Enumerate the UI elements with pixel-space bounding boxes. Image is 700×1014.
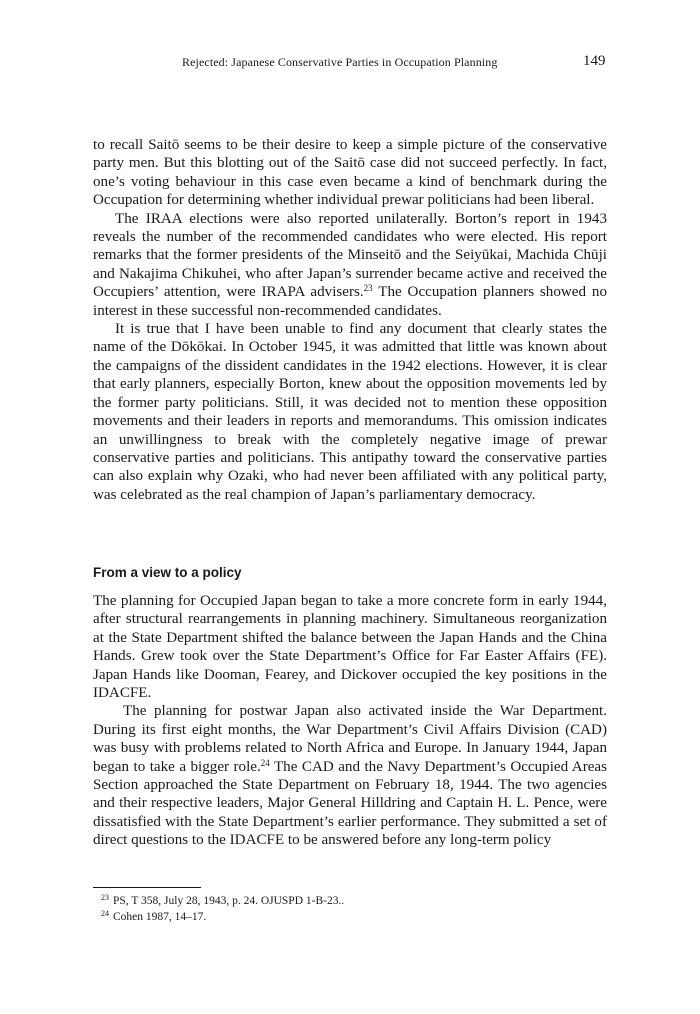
paragraph-text: The Occupation planners showed no interest in these successful non-recommended candidates. <box>93 284 607 319</box>
footnote-reference[interactable]: 24 <box>260 757 270 768</box>
paragraph <box>93 702 607 849</box>
running-title: Rejected: Japanese Conservative Parties in Occupation Planning <box>182 55 498 69</box>
footnote <box>101 893 601 909</box>
paragraph-text: The IRAA elections were also reported unilaterally. Borton’s report in 1943 reveals the number of the recommended candidates who were elected. His report remarks that the former presidents of the Minseitō and the Seiyūkai, Machida Chūji and Nakajima Chikuhei, who after Japan’s surrender became active and received the Occupiers’ attention, were IRAPA advisers. <box>93 210 607 301</box>
body-text-section-1 <box>93 136 607 504</box>
footnote-number: 24 <box>101 909 109 918</box>
footnote <box>101 909 601 925</box>
body-text-section-2 <box>93 592 607 850</box>
paragraph-text: The CAD and the Navy Department’s Occupied Areas Section approached the State Department on February 18, 1944. The two agencies and their respective leaders, Major General Hilldring and Captain H. L. Pence, were dissatisfied with the State Department’s earlier performance. They submitted a set of direct questions to the IDACFE to be answered before any long-term policy <box>93 758 607 849</box>
footnote-reference[interactable]: 23 <box>363 283 373 294</box>
footnote-text: Cohen 1987, 14–17. <box>113 911 207 923</box>
paragraph: The planning for Occupied Japan began to take a more concrete form in early 1944, after structural rearrangements in planning machinery. Simultaneous reorganization at the State Department shifted the balance between the Japan Hands and the China Hands. Grew took over the State Department’s Office for Far Easter Affairs (FE). Japan Hands like Dooman, Fearey, and Dickover occupied the key positions in the IDACFE. <box>93 593 607 702</box>
section-heading: From a view to a policy <box>93 565 242 581</box>
paragraph-text: The planning for postwar Japan also activated inside the War Department. During its first eight months, the War Department’s Civil Affairs Division (CAD) was busy with problems related to North Africa and Europe. In January 1944, Japan began to take a bigger role. <box>93 703 607 775</box>
footnote-number: 23 <box>101 893 109 902</box>
footnotes <box>101 893 601 925</box>
paragraph <box>93 210 607 320</box>
footnote-text: PS, T 358, July 28, 1943, p. 24. OJUSPD 1-B-23.. <box>113 895 345 907</box>
running-head <box>0 55 700 73</box>
footnote-divider <box>93 887 201 888</box>
paragraph: to recall Saitō seems to be their desire to keep a simple picture of the conservative party men. But this blotting out of the Saitō case did not succeed perfectly. In fact, one’s voting behaviour in this case even became a kind of benchmark during the Occupation for determining whether individual prewar politicians had been liberal. <box>93 137 607 209</box>
paragraph: It is true that I have been unable to find any document that clearly states the name of the Dōkōkai. In October 1945, it was admitted that little was known about the campaigns of the dissident candidates in the 1942 elections. However, it is clear that early planners, especially Borton, knew about the opposition movements led by the former party politicians. Still, it was decided not to mention these opposition movements and their leaders in reports and memorandums. This omission indicates an unwillingness to break with the completely negative image of prewar conservative parties and politicians. This antipathy toward the conservative parties can also explain why Ozaki, who had never been affiliated with any political party, was celebrated as the real champion of Japan’s parliamentary democracy. <box>93 321 607 503</box>
page-number: 149 <box>583 53 606 69</box>
